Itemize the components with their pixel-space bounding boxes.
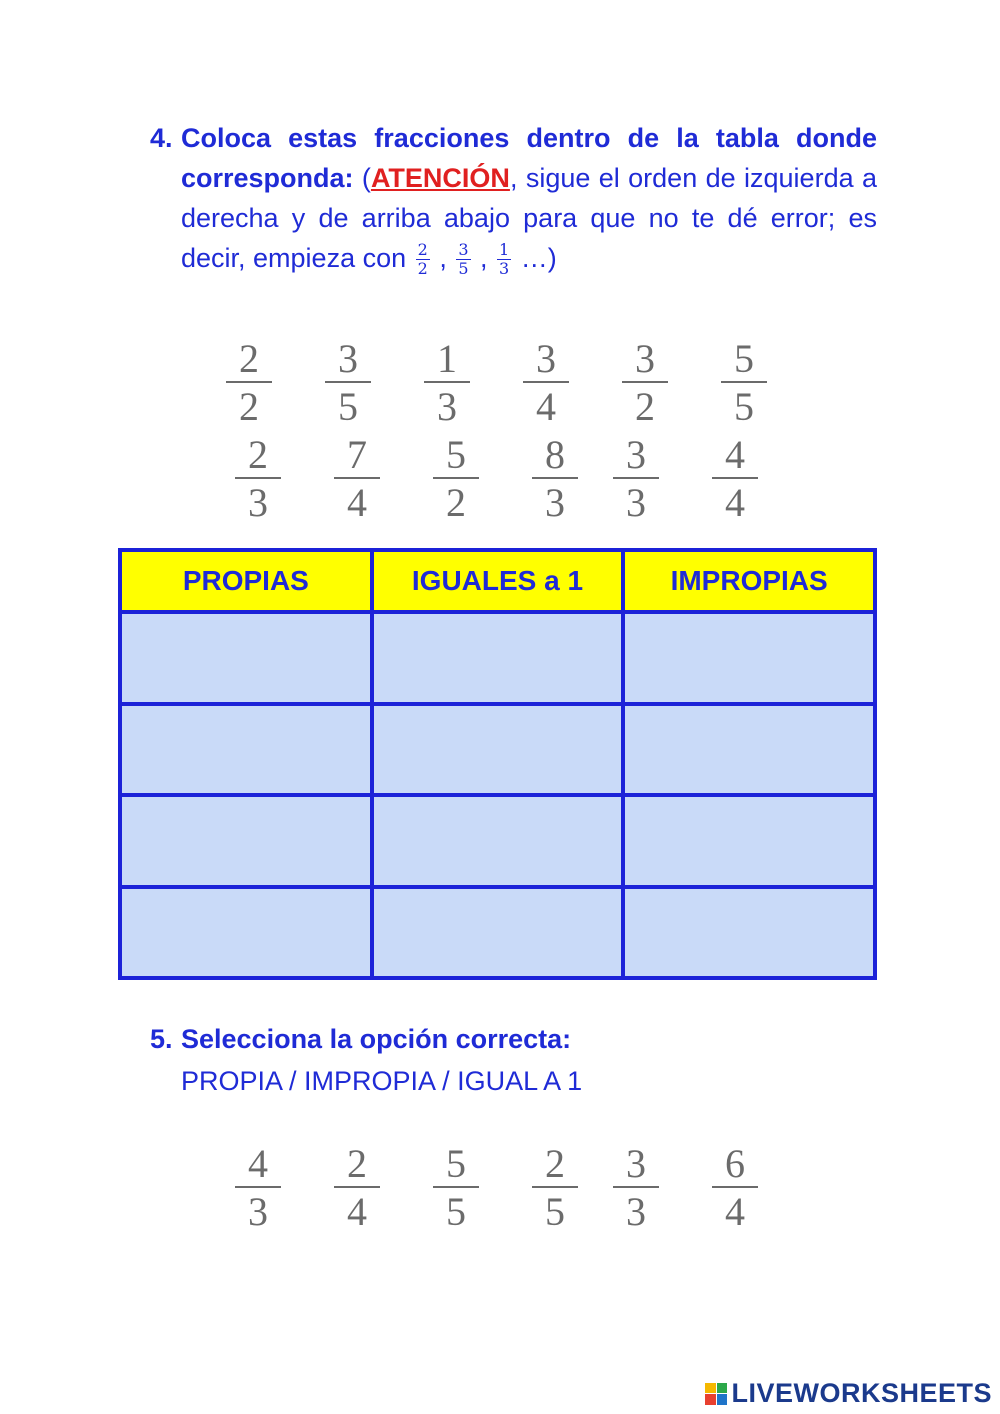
instruction-text: , sigue el orden de izquierda a derecha y de arriba abajo para que no te dé error; es decir, empieza con <box>181 163 877 273</box>
header-propias: PROPIAS <box>120 550 372 612</box>
question-4-text <box>181 118 877 278</box>
fraction[interactable]: $\frac{5}{5}$ <box>720 337 768 431</box>
fraction[interactable]: $\frac{8}{3}$ <box>531 433 579 527</box>
liveworksheets-logo <box>705 1378 992 1409</box>
fraction-row-q5 <box>0 1142 1000 1238</box>
drop-cell-propias[interactable] <box>120 612 372 704</box>
drop-cell-impropias[interactable] <box>623 612 875 704</box>
drop-cell-impropias[interactable] <box>623 704 875 796</box>
fraction[interactable]: $\frac{7}{4}$ <box>333 433 381 527</box>
fraction-select[interactable]: $\frac{2}{4}$ <box>333 1142 381 1236</box>
logo-icon <box>705 1383 727 1405</box>
fraction-select[interactable]: $\frac{3}{3}$ <box>612 1142 660 1236</box>
fraction[interactable]: $\frac{2}{3}$ <box>234 433 282 527</box>
question-4 <box>150 118 877 278</box>
separator: , <box>472 243 496 273</box>
question-number: 5. <box>150 1024 173 1054</box>
drop-cell-impropias[interactable] <box>623 887 875 979</box>
fraction-select[interactable]: $\frac{2}{5}$ <box>531 1142 579 1236</box>
atencion-warning: ATENCIÓN <box>370 163 510 193</box>
fraction-row-1 <box>0 337 1000 433</box>
drop-cell-iguales[interactable] <box>372 704 624 796</box>
fraction-row-2 <box>0 433 1000 529</box>
fraction[interactable]: $\frac{5}{2}$ <box>432 433 480 527</box>
drop-cell-propias[interactable] <box>120 795 372 887</box>
example-fraction: $\frac{3}{5}$ <box>458 240 469 279</box>
example-fraction: $\frac{1}{3}$ <box>499 240 510 279</box>
drop-cell-impropias[interactable] <box>623 795 875 887</box>
fraction[interactable]: $\frac{3}{3}$ <box>612 433 660 527</box>
paren: ( <box>353 163 371 193</box>
fraction-select[interactable]: $\frac{5}{5}$ <box>432 1142 480 1236</box>
drop-cell-propias[interactable] <box>120 887 372 979</box>
answer-options: PROPIA / IMPROPIA / IGUAL A 1 <box>181 1066 583 1096</box>
fraction[interactable]: $\frac{4}{4}$ <box>711 433 759 527</box>
classification-table <box>118 548 877 980</box>
question-5 <box>150 1018 877 1102</box>
separator: , <box>431 243 455 273</box>
question-number: 4. <box>150 123 173 153</box>
fraction[interactable]: $\frac{3}{2}$ <box>621 337 669 431</box>
question-title: Selecciona la opción correcta: <box>181 1024 572 1054</box>
fraction[interactable]: $\frac{1}{3}$ <box>423 337 471 431</box>
drop-cell-iguales[interactable] <box>372 795 624 887</box>
fraction-select[interactable]: $\frac{6}{4}$ <box>711 1142 759 1236</box>
fraction-select[interactable]: $\frac{4}{3}$ <box>234 1142 282 1236</box>
brand-text: LIVEWORKSHEETS <box>731 1378 992 1408</box>
drop-cell-iguales[interactable] <box>372 887 624 979</box>
ellipsis: …) <box>513 243 557 273</box>
fraction[interactable]: $\frac{3}{4}$ <box>522 337 570 431</box>
header-iguales-a-1: IGUALES a 1 <box>372 550 624 612</box>
drop-cell-propias[interactable] <box>120 704 372 796</box>
example-fraction: $\frac{2}{2}$ <box>417 240 428 279</box>
fraction[interactable]: $\frac{3}{5}$ <box>324 337 372 431</box>
fraction[interactable]: $\frac{2}{2}$ <box>225 337 273 431</box>
drop-cell-iguales[interactable] <box>372 612 624 704</box>
question-title: Coloca estas fracciones dentro de la tabla donde corresponda: <box>181 123 877 193</box>
header-impropias: IMPROPIAS <box>623 550 875 612</box>
